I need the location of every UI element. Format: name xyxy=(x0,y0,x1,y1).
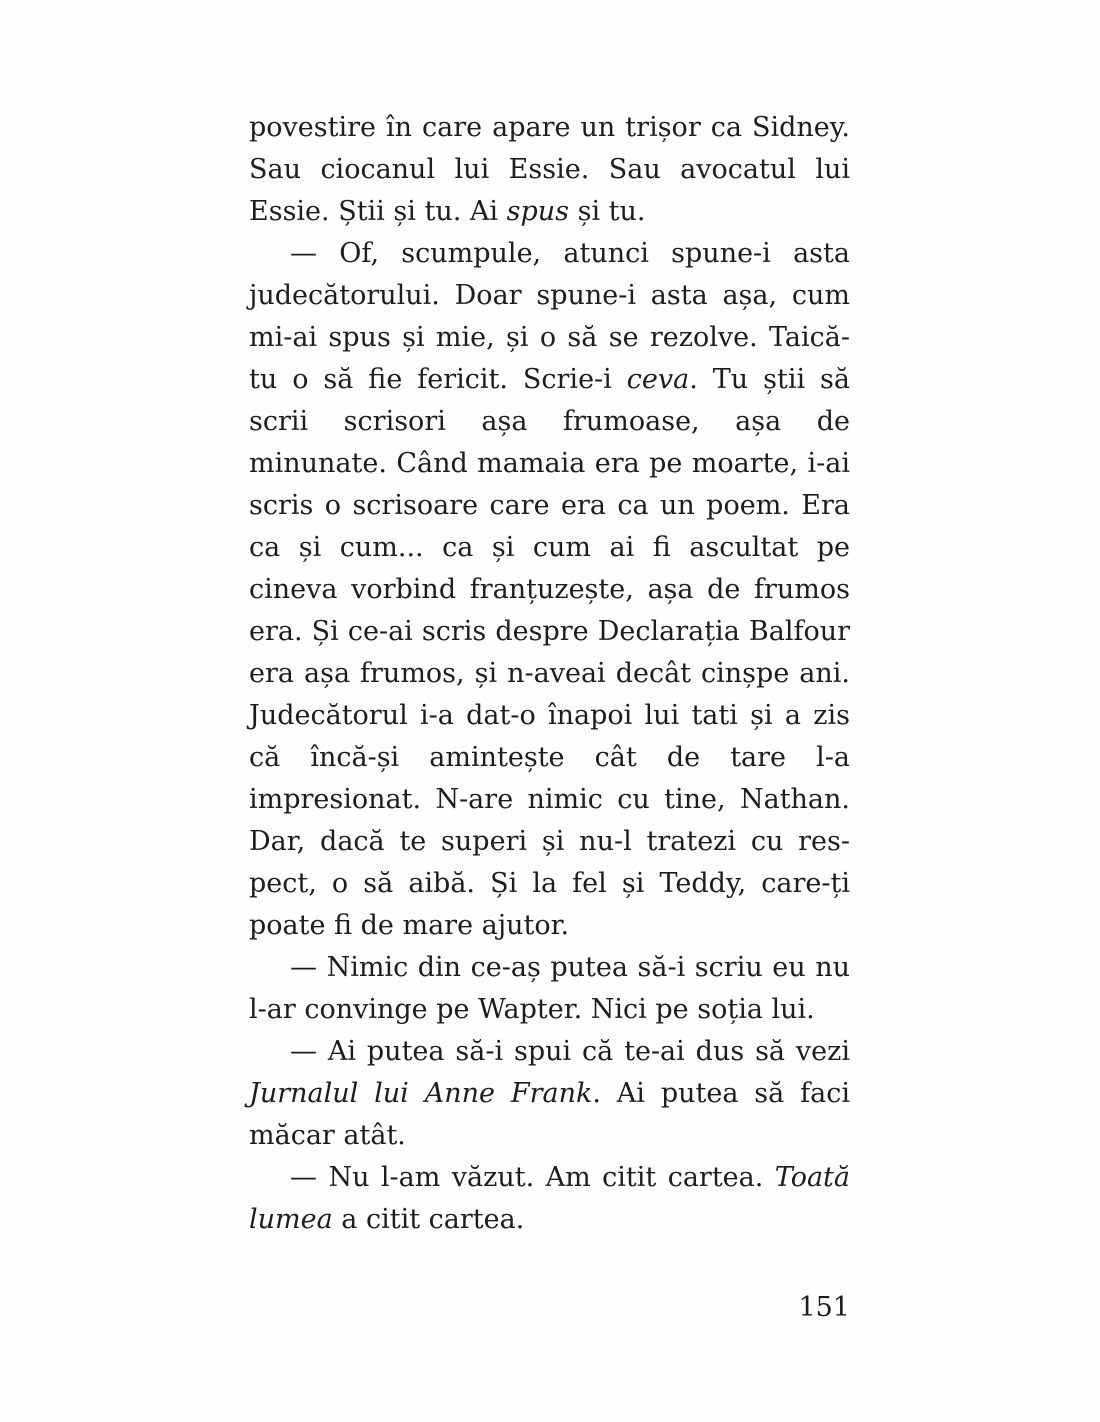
paragraph xyxy=(249,1031,850,1157)
text-run: povestire în care apare un trișor ca Sidney. Sau ciocanul lui Essie. Sau avocatul lui Essie. Știi și tu. Ai xyxy=(249,112,850,227)
italic-text-run: Toată lumea xyxy=(249,1162,850,1235)
paragraph xyxy=(249,233,850,947)
text-run: — Nu l-am văzut. Am citit cartea. xyxy=(290,1162,775,1193)
text-run: . Tu știi să scrii scrisori așa frumoase, așa de minunate. Când mamaia era pe moarte, i-ai scris o scrisoare care era ca un poem. Era ca și cum... ca și cum ai fi ascultat pe cineva vorbind franțuzește, așa de frumos era. Și ce-ai scris despre Declarația Balfour era așa frumos, și n-aveai decât cinșpe ani. Judecătorul i-a dat-o înapoi lui tati și a zis că încă-și amintește cât de tare l-a impresionat. N-are nimic cu tine, Nathan. Dar, dacă te superi și nu-l tratezi cu respect, o să aibă. Și la fel și Teddy, care-ți poate fi de mare ajutor. xyxy=(249,364,850,941)
text-run: și tu. xyxy=(569,196,646,227)
text-column xyxy=(249,107,850,1241)
paragraph xyxy=(249,107,850,233)
italic-text-run: Jurnalul lui Anne Frank xyxy=(249,1078,593,1109)
text-run: — Ai putea să-i spui că te-ai dus să vezi xyxy=(290,1036,850,1067)
paragraph xyxy=(249,947,850,1031)
text-run: a citit cartea. xyxy=(332,1204,525,1235)
italic-text-run: ceva xyxy=(626,364,690,395)
italic-text-run: spus xyxy=(506,196,569,227)
text-run: — Of, scumpule, atunci spune-i asta judecătorului. Doar spune-i asta așa, cum mi-ai spus și mie, și o să se rezolve. Taică-tu o să fie fericit. Scrie-i xyxy=(249,238,850,395)
paragraph xyxy=(249,1157,850,1241)
page-number: 151 xyxy=(798,1292,850,1323)
text-run: — Nimic din ce-aș putea să-i scriu eu nu l-ar convinge pe Wapter. Nici pe soția lui. xyxy=(249,952,850,1025)
text-run: . Ai putea să faci măcar atât. xyxy=(249,1078,850,1151)
